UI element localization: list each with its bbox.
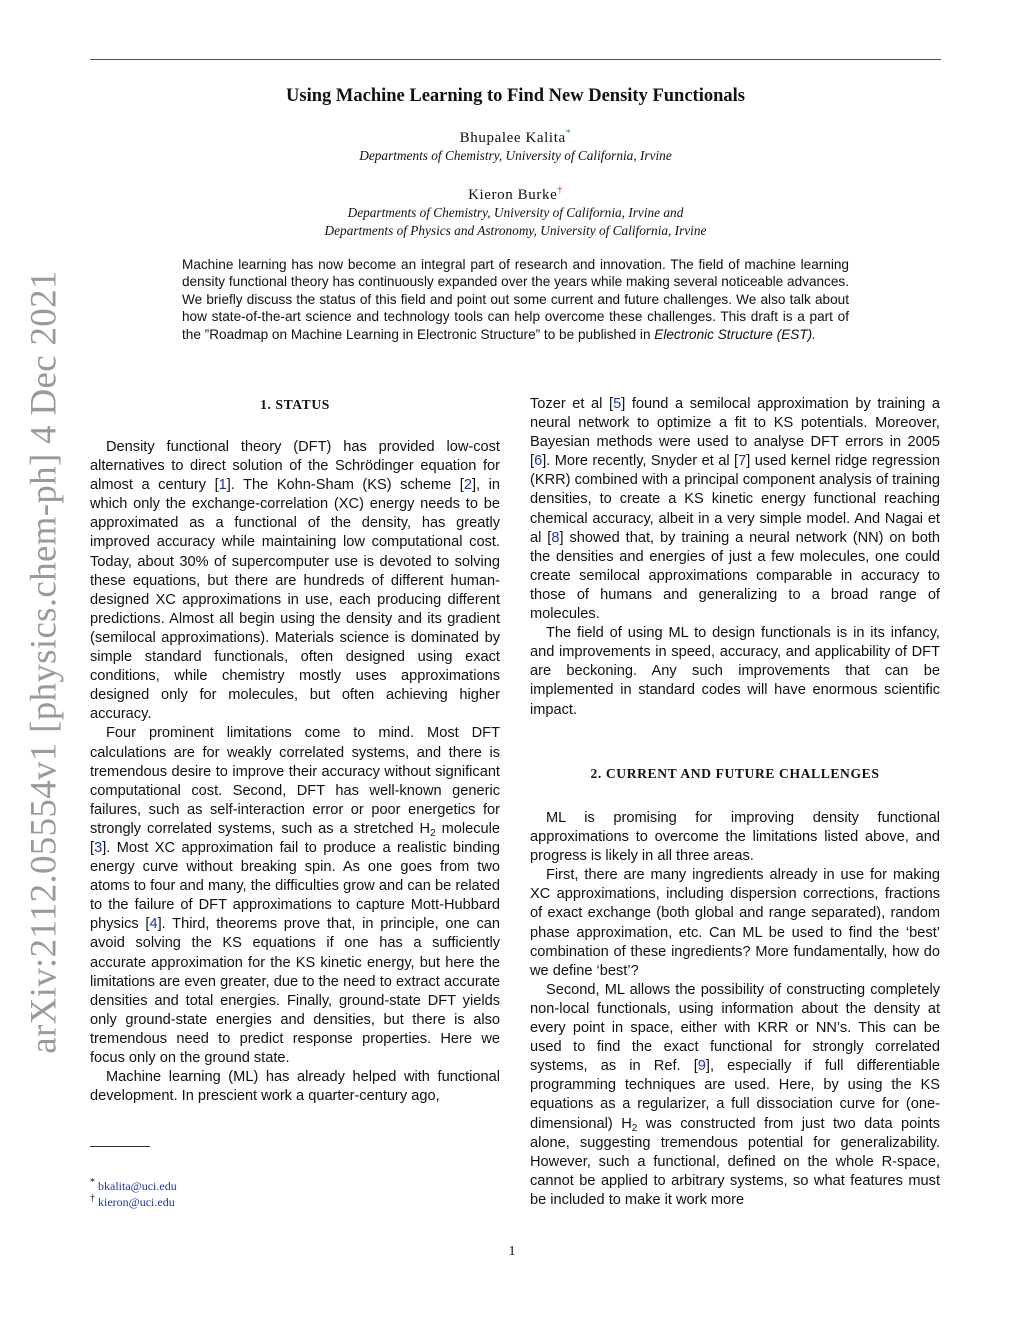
author-name: Bhupalee Kalita*	[459, 128, 572, 146]
right-column-bottom	[530, 809, 940, 1210]
page-number: 1	[508, 1244, 516, 1259]
paragraph: Tozer et al [5] found a semilocal approximation by training a neural network to optimize a fit to KS potentials. Moreover, Bayesian methods were used to analyse DFT errors in 2005 [6]. More recently, Snyder et al [7] used kernel ridge regression (KRR) combined with a principal component analysis of training densities, to create a KS kinetic energy functional reaching chemical accuracy, albeit in a very simple model. And Nagai et al [8] showed that, by training a neural network (NN) on both the densities and energies of just a few molecules, one could create semilocal approximations comparable in accuracy to those of humans and generalizing to a broad range of molecules.	[530, 396, 940, 623]
arxiv-identifier-stamp[interactable]: arXiv:2112.05554v1 [physics.chem-ph] 4 Dec 2021	[23, 270, 65, 1054]
author-name: Kieron Burke†	[468, 185, 563, 203]
paragraph: Four prominent limitations come to mind. Most DFT calculations are for weakly correlated systems, and there is tremendous desire to improve their accuracy without significant computational cost. Second, DFT has well-known generic failures, such as self-interaction error or poor energetics for strongly correlated systems, such as a stretched $H_2$ molecule [3]. Most XC approximation fail to produce a realistic binding energy curve without breaking spin. As one goes from two atoms to four and many, the difficulties grow and can be related to the failure of DFT approximations to capture Mott-Hubbard physics [4]. Third, theorems prove that, in principle, one can avoid solving the KS equations if one has a sufficiently accurate approximation for the KS kinetic energy, but here the limitations are even greater, due to the need to extract accurate densities and total energies. Finally, ground-state DFT yields only ground-state energies and densities, but there is also tremendous need to predict response properties. Here we focus only on the ground state.	[90, 725, 500, 1066]
author-affiliation: Departments of Chemistry, University of California, Irvine	[359, 148, 672, 163]
paper-title: Using Machine Learning to Find New Density Functionals	[286, 86, 745, 106]
email-link[interactable]: bkalita@uci.edu	[98, 1179, 177, 1193]
author-affiliation: Departments of Chemistry, University of California, Irvine and	[347, 205, 684, 220]
paragraph: Second, ML allows the possibility of constructing completely non-local functionals, using information about the density at every point in space, either with KRR or NN’s. This can be used to find the exact functional for strongly correlated systems, as in Ref. [9], especially if full differentiable programming techniques are used. Here, by using the KS equations as a regularizer, a full dissociation curve for (one-dimensional) $H_2$ was constructed from just two data points alone, suggesting tremendous potential for generalizability. However, such a functional, defined on the whole R-space, cannot be applied to arbitrary systems, so what features must be included to make it work more	[530, 981, 940, 1208]
right-column-top	[530, 395, 940, 720]
top-rule	[90, 59, 941, 60]
citation-link[interactable]: 3	[94, 839, 103, 856]
paragraph: First, there are many ingredients already in use for making XC approximations, including dispersion corrections, fractions of exact exchange (both global and range separated), random phase approximation, etc. Can ML be used to find the ‘best’ combination of these ingredients? More fundamentally, how do we define ‘best’?	[530, 867, 940, 979]
citation-link[interactable]: 1	[218, 477, 227, 494]
section-heading-challenges: 2. CURRENT AND FUTURE CHALLENGES	[590, 766, 880, 781]
citation-link[interactable]: 2	[463, 477, 472, 494]
footnote-rule	[90, 1146, 150, 1147]
paragraph: Machine learning (ML) has already helped with functional development. In prescient work a quarter-century ago,	[90, 1069, 500, 1105]
author-mark[interactable]: *	[565, 128, 572, 139]
citation-link[interactable]: 6	[534, 453, 543, 470]
author-block-1	[90, 128, 941, 165]
abstract: Machine learning has now become an integral part of research and innovation. The field of machine learning density functional theory has continuously expanded over the years while making several noticeable advances. We briefly discuss the status of this field and point out some current and future challenges. We also talk about how state-of-the-art science and technology tools can help overcome these challenges. This draft is a part of the ”Roadmap on Machine Learning in Electronic Structure” to be published in Electronic Structure (EST).	[182, 257, 849, 342]
author-block-2	[90, 185, 941, 240]
paragraph: The field of using ML to design functionals is in its infancy, and improvements in speed, accuracy, and applicability of DFT are beckoning. Any such improvements that can be implemented in standard codes will have enormous scientific impact.	[530, 625, 940, 718]
author-mark[interactable]: †	[557, 185, 563, 196]
paragraph: Density functional theory (DFT) has provided low-cost alternatives to direct solution of the Schrödinger equation for almost a century [1]. The Kohn-Sham (KS) scheme [2], in which only the exchange-correlation (XC) energy needs to be approximated as a functional of the density, has greatly improved accuracy while maintaining low computational cost. Today, about 30% of supercomputer use is devoted to solving these equations, but there are hundreds of different human-designed XC approximations in use, each producing different predictions. Almost all begin using the density and its gradient (semilocal approximations). Materials science is dominated by simple standard functionals, often designed using exact conditions, while chemistry mostly uses approximations designed only for molecules, but often achieving higher accuracy.	[90, 439, 500, 723]
citation-link[interactable]: 5	[613, 396, 622, 412]
paragraph: ML is promising for improving density functional approximations to overcome the limitations listed above, and progress is likely in all three areas.	[530, 810, 940, 865]
left-column	[90, 438, 500, 1106]
citation-link[interactable]: 7	[738, 453, 747, 470]
email-link[interactable]: kieron@uci.edu	[98, 1195, 175, 1209]
section-heading-status: 1. STATUS	[260, 397, 330, 412]
journal-name: Electronic Structure (EST).	[654, 326, 816, 342]
author-affiliation: Departments of Physics and Astronomy, University of California, Irvine	[324, 223, 707, 238]
footnote-1: * bkalita@uci.edu	[90, 1177, 177, 1193]
footnote-2: † kieron@uci.edu	[90, 1193, 175, 1209]
citation-link[interactable]: 9	[697, 1058, 706, 1075]
citation-link[interactable]: 4	[149, 916, 158, 933]
citation-link[interactable]: 8	[551, 529, 560, 546]
